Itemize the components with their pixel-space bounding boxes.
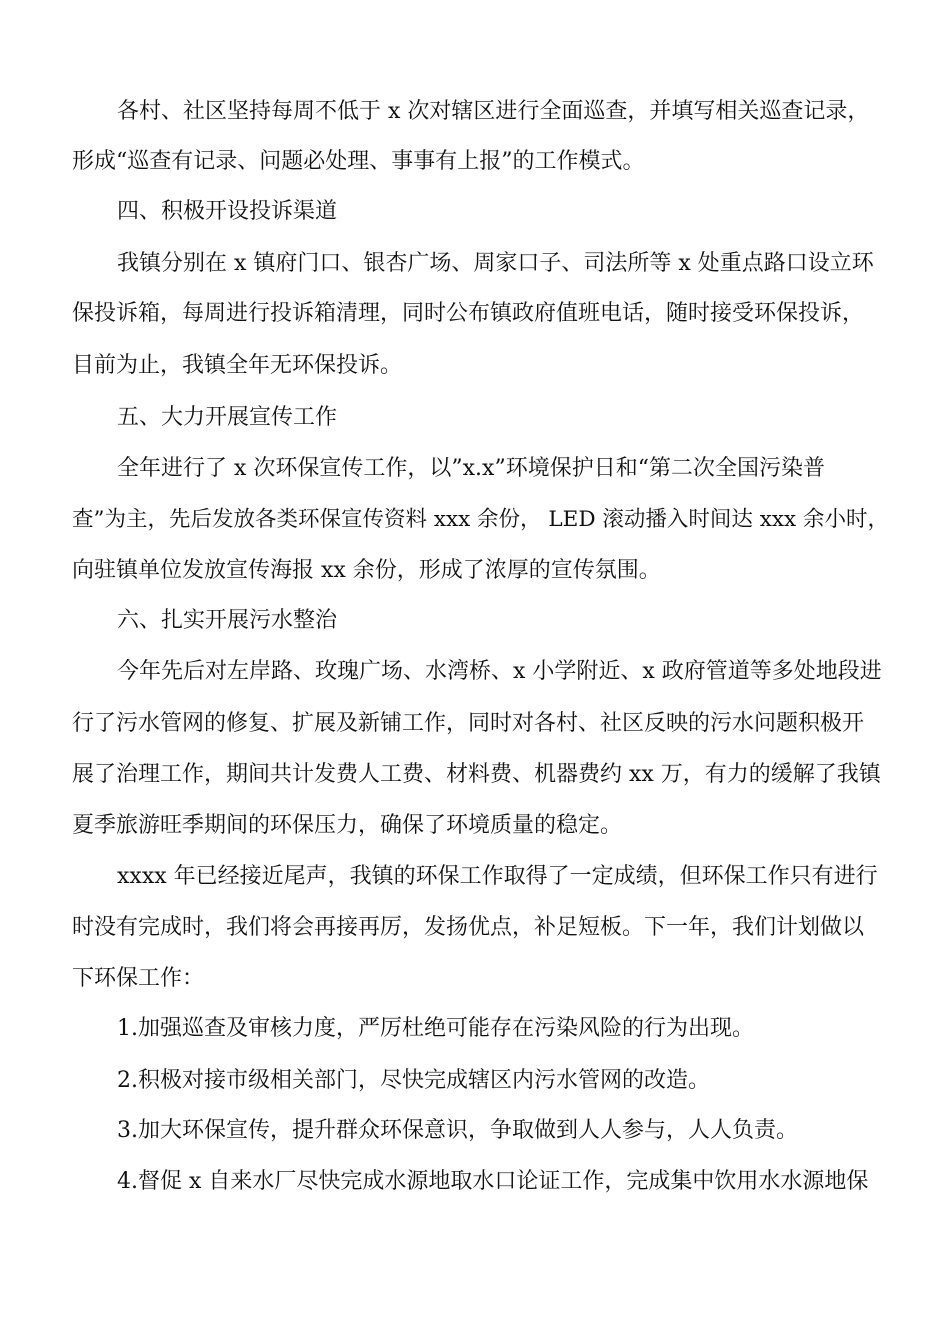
paragraph-line: 今年先后对左岸路、玫瑰广场、水湾桥、x 小学附近、x 政府管道等多处地段进 bbox=[117, 659, 882, 684]
list-item: 2.积极对接市级相关部门，尽快完成辖区内污水管网的改造。 bbox=[117, 1068, 710, 1093]
paragraph-line: 向驻镇单位发放宣传海报 xx 余份，形成了浓厚的宣传氛围。 bbox=[72, 558, 661, 583]
paragraph-line: 形成“巡查有记录、问题必处理、事事有上报”的工作模式。 bbox=[72, 149, 645, 174]
paragraph-line: 行了污水管网的修复、扩展及新铺工作，同时对各村、社区反映的污水问题积极开 bbox=[72, 711, 865, 736]
paragraph-line: 我镇分别在 x 镇府门口、银杏广场、周家口子、司法所等 x 处重点路口设立环 bbox=[117, 251, 874, 276]
paragraph-line: 夏季旅游旺季期间的环保压力，确保了环境质量的稳定。 bbox=[72, 813, 623, 838]
paragraph-line: 保投诉箱，每周进行投诉箱清理，同时公布镇政府值班电话，随时接受环保投诉， bbox=[72, 301, 865, 326]
section-heading: 四、积极开设投诉渠道 bbox=[117, 199, 338, 224]
paragraph-line: 全年进行了 x 次环保宣传工作，以”x.x”环境保护日和“第二次全国污染普 bbox=[117, 456, 825, 481]
list-item: 4.督促 x 自来水厂尽快完成水源地取水口论证工作，完成集中饮用水水源地保 bbox=[117, 1169, 869, 1194]
list-item: 3.加大环保宣传，提升群众环保意识，争取做到人人参与，人人负责。 bbox=[117, 1118, 798, 1143]
paragraph-line: 查”为主，先后发放各类环保宣传资料 xxx 余份， LED 滚动播入时间达 xxx 余小时， bbox=[72, 507, 889, 532]
paragraph-line: 时没有完成时，我们将会再接再厉，发扬优点，补足短板。下一年，我们计划做以 bbox=[72, 915, 865, 940]
paragraph-line: 展了治理工作，期间共计发费人工费、材料费、机器费约 xx 万，有力的缓解了我镇 bbox=[72, 762, 881, 787]
section-heading: 五、大力开展宣传工作 bbox=[117, 405, 338, 430]
list-item: 1.加强巡查及审核力度，严厉杜绝可能存在污染风险的行为出现。 bbox=[117, 1016, 754, 1041]
paragraph-line: 下环保工作： bbox=[72, 966, 205, 991]
paragraph-line: xxxx 年已经接近尾声，我镇的环保工作取得了一定成绩，但环保工作只有进行 bbox=[117, 864, 878, 889]
paragraph-line: 目前为止，我镇全年无环保投诉。 bbox=[72, 353, 403, 378]
section-heading: 六、扎实开展污水整治 bbox=[117, 608, 338, 633]
paragraph-line: 各村、社区坚持每周不低于 x 次对辖区进行全面巡查，并填写相关巡查记录， bbox=[117, 99, 870, 124]
